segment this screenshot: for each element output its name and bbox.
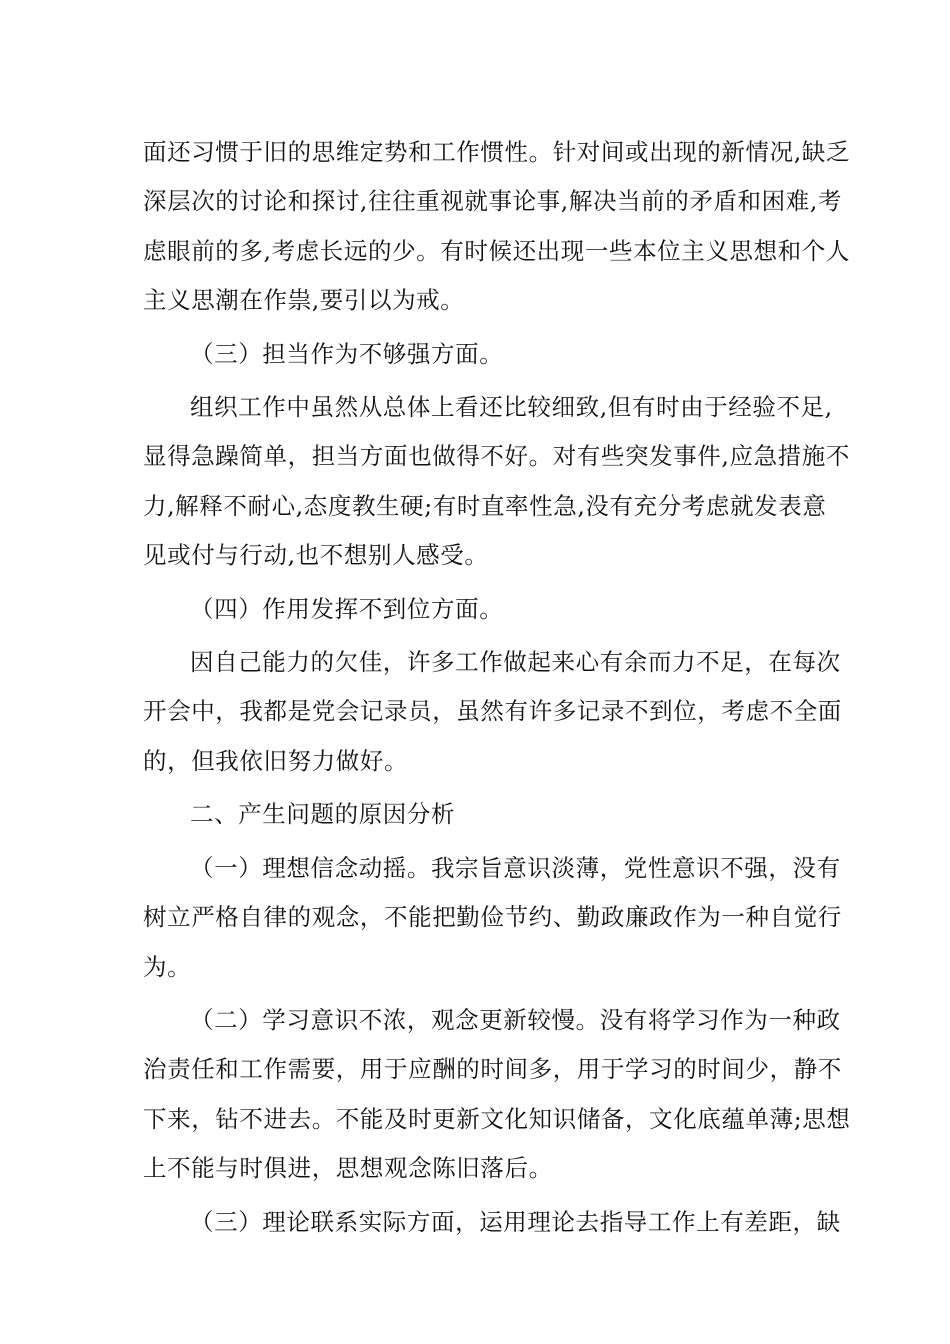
text-line: 主义思潮在作祟,要引以为戒。 — [143, 286, 465, 315]
text-line: 组织工作中虽然从总体上看还比较细致,但有时由于经验不足, — [190, 393, 833, 422]
text-line: 开会中，我都是党会记录员，虽然有许多记录不到位，考虑不全面 — [143, 697, 842, 726]
paragraph — [143, 790, 805, 839]
paragraph — [143, 996, 851, 1194]
text-line: 显得急躁简单，担当方面也做得不好。对有些突发事件,应急措施不 — [143, 442, 850, 471]
text-line: 下来，钻不进去。不能及时更新文化知识储备，文化底蕴单薄;思想 — [143, 1104, 851, 1133]
text-line: 二、产生问题的原因分析 — [190, 800, 456, 829]
paragraph — [143, 330, 805, 379]
document-body — [143, 128, 851, 1251]
paragraph — [143, 638, 842, 786]
text-line: 因自己能力的欠佳，许多工作做起来心有余而力不足，在每次 — [190, 648, 841, 677]
paragraph — [143, 844, 842, 992]
text-line: （二）学习意识不浓，观念更新较慢。没有将学习作为一种政 — [190, 1005, 841, 1034]
text-line: 的，但我依旧努力做好。 — [143, 746, 409, 775]
text-line: （三）理论联系实际方面，运用理论去指导工作上有差距，缺 — [190, 1207, 841, 1236]
text-line: 见或付与行动,也不想别人感受。 — [143, 541, 489, 570]
text-line: （四）作用发挥不到位方面。 — [190, 594, 504, 623]
paragraph — [143, 585, 805, 634]
text-line: （三）担当作为不够强方面。 — [190, 339, 504, 368]
text-line: 虑眼前的多,考虑长远的少。有时候还出现一些本位主义思想和个人 — [143, 236, 850, 265]
text-line: 力,解释不耐心,态度教生硬;有时直率性急,没有充分考虑就发表意 — [143, 491, 827, 520]
text-line: （一）理想信念动摇。我宗旨意识淡薄，党性意识不强，没有 — [190, 853, 841, 882]
text-line: 树立严格自律的观念，不能把勤俭节约、勤政廉政作为一种自觉行 — [143, 903, 842, 932]
text-line: 为。 — [143, 952, 192, 981]
paragraph — [143, 128, 850, 326]
text-line: 面还习惯于旧的思维定势和工作惯性。针对间或出现的新情况,缺乏 — [143, 138, 850, 166]
text-line: 上不能与时俱进，思想观念陈旧落后。 — [143, 1154, 553, 1183]
paragraph — [143, 383, 850, 581]
text-line: 深层次的讨论和探讨,往往重视就事论事,解决当前的矛盾和困难,考 — [143, 187, 843, 216]
text-line: 治责任和工作需要，用于应酬的时间多，用于学习的时间少，静不 — [143, 1055, 842, 1084]
paragraph — [143, 1198, 841, 1247]
